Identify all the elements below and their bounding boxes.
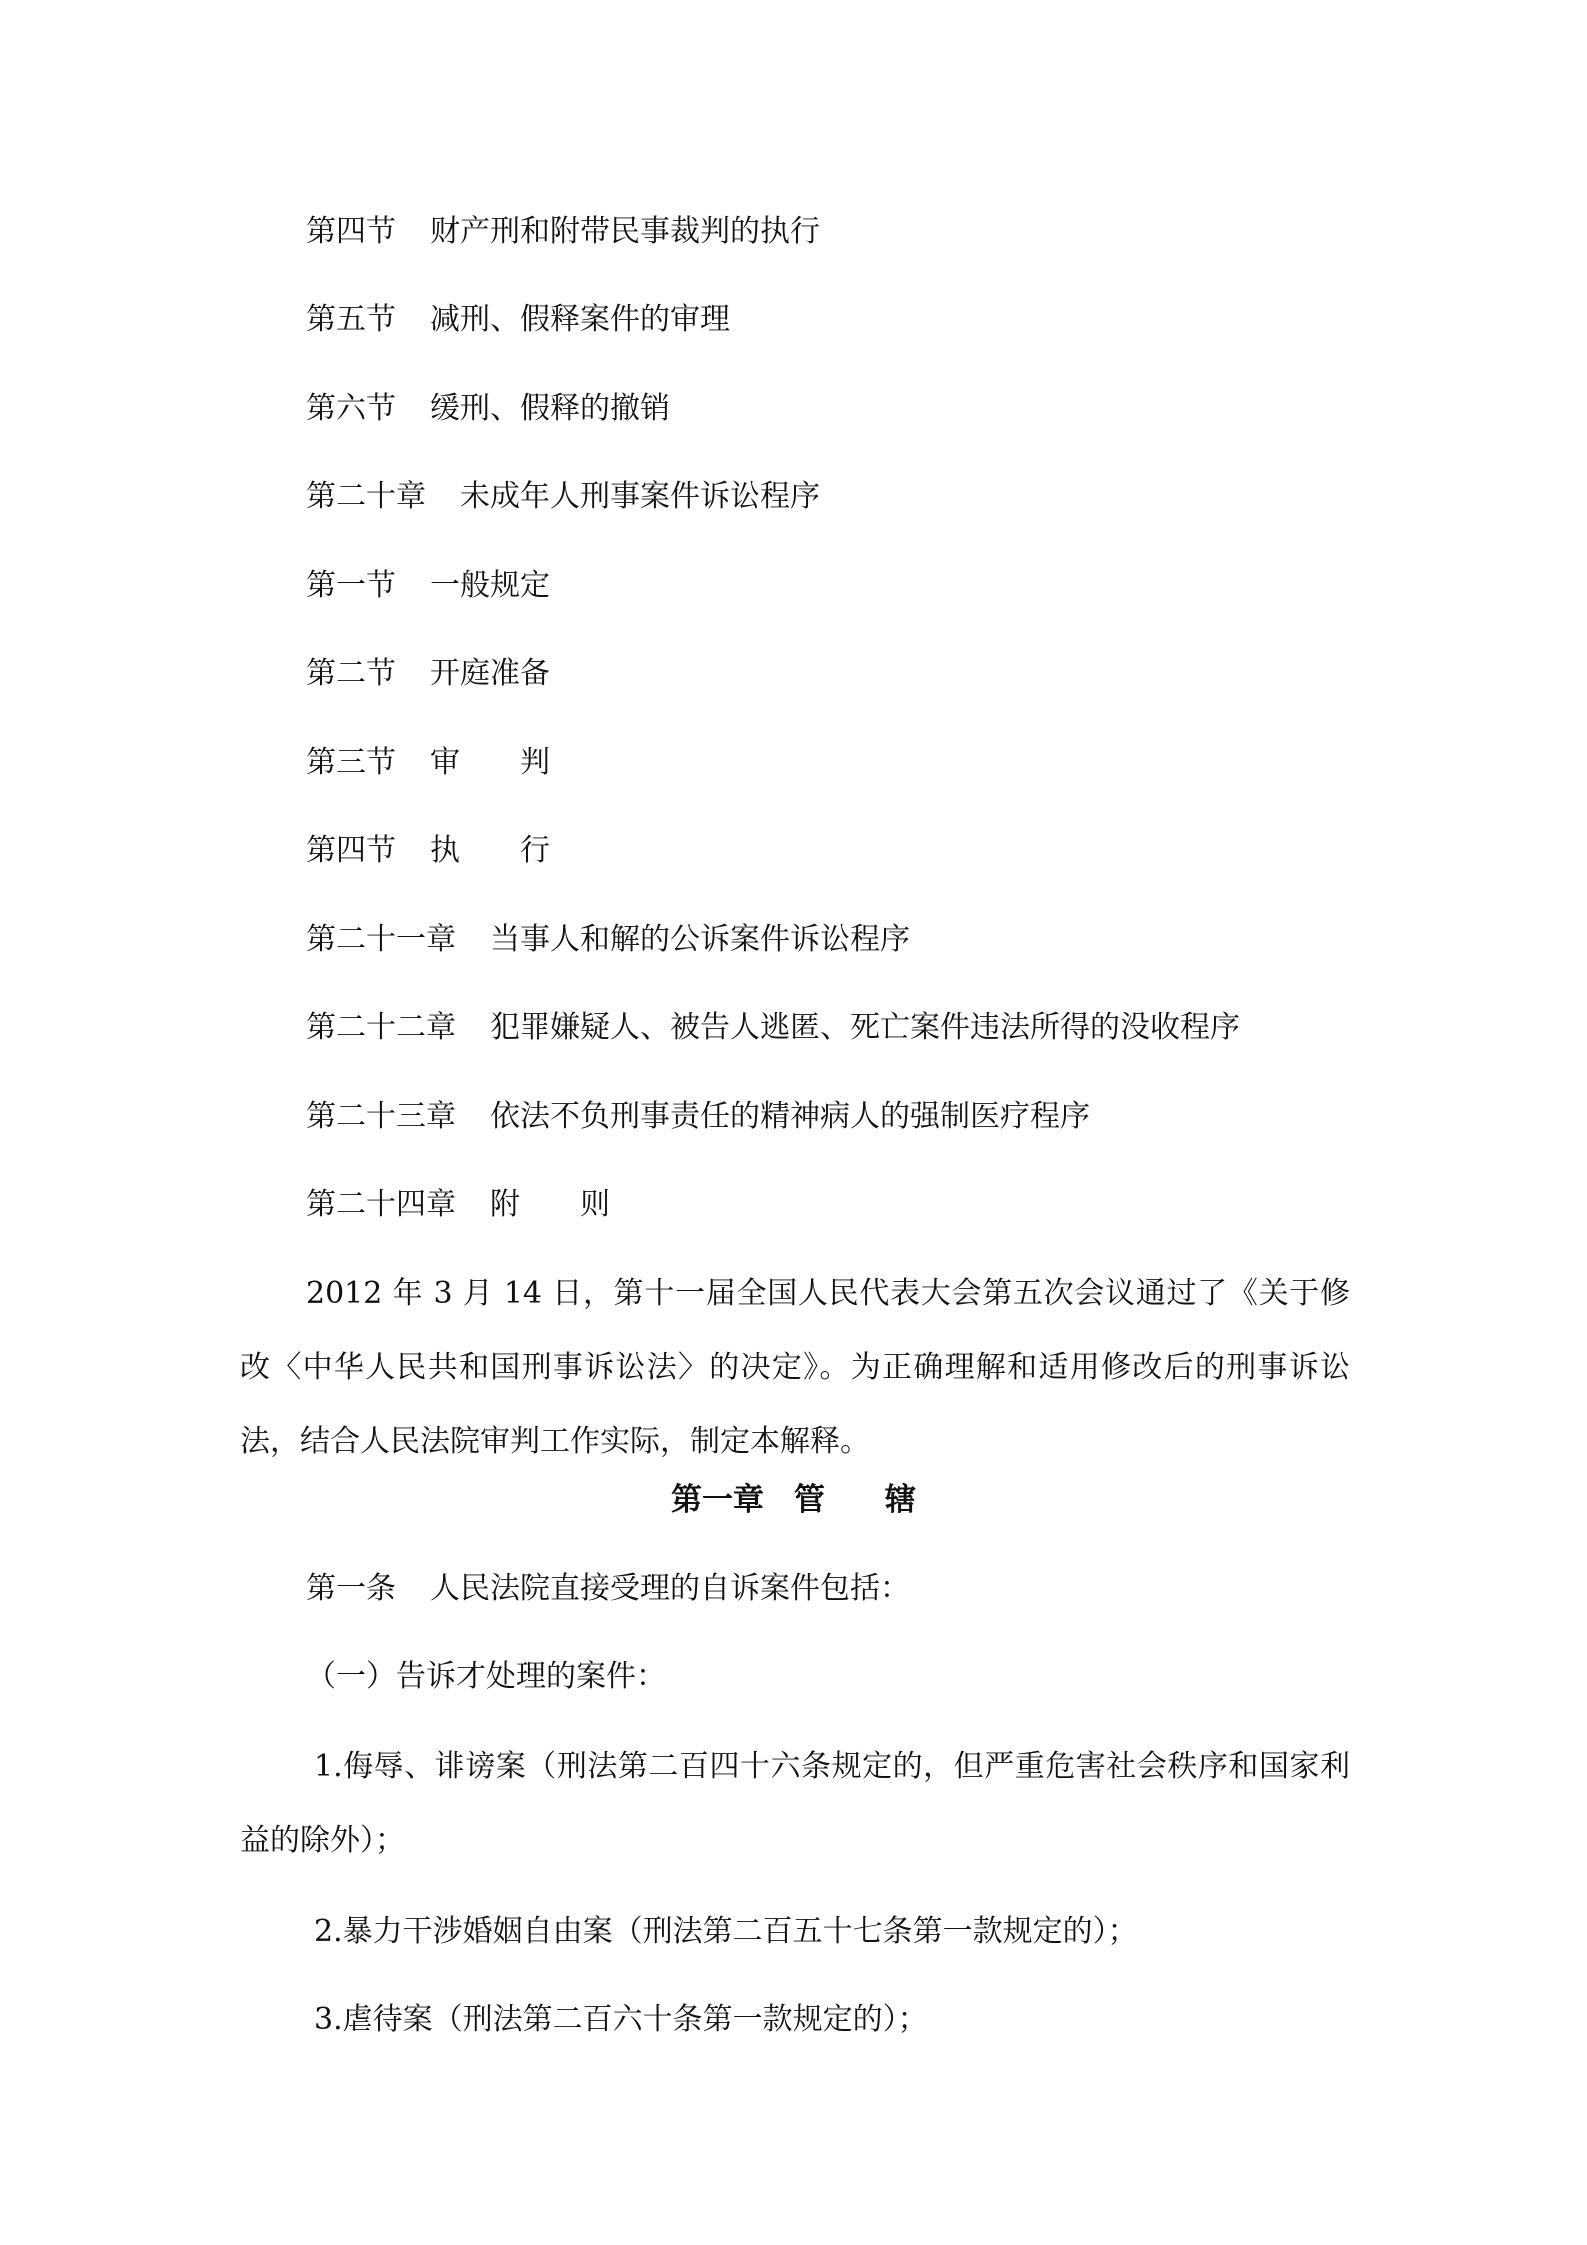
article-label: 第一条 xyxy=(306,1571,396,1606)
article-text: 人民法院直接受理的自诉案件包括： xyxy=(430,1571,910,1606)
toc-label: 第二十一章 xyxy=(306,922,456,957)
chapter-label: 第一章 xyxy=(671,1482,764,1518)
toc-label: 第二十章 xyxy=(306,479,426,514)
toc-line xyxy=(306,1187,610,1223)
article-line xyxy=(306,1571,910,1607)
toc-line xyxy=(306,391,670,427)
toc-title-part: 审 xyxy=(430,745,460,780)
chapter-title-part: 管 xyxy=(794,1482,825,1518)
toc-line xyxy=(306,568,550,604)
toc-label: 第二十四章 xyxy=(306,1187,456,1222)
toc-label: 第一节 xyxy=(306,568,396,603)
toc-line xyxy=(306,922,910,958)
toc-label: 第三节 xyxy=(306,745,396,780)
list-item: 1.侮辱、诽谤案（刑法第二百四十六条规定的，但严重危害社会秩序和国家利益的除外）； xyxy=(240,1749,1350,1858)
toc-line xyxy=(306,1099,1090,1135)
toc-line xyxy=(306,833,550,869)
preamble-paragraph: 2012 年 3 月 14 日，第十一届全国人民代表大会第五次会议通过了《关于修改〈中华人民共和国刑事诉讼法〉的决定》。为正确理解和适用修改后的刑事诉讼法，结合人民法院审判工作实际，制定本解释。 xyxy=(240,1276,1350,1459)
toc-label: 第四节 xyxy=(306,833,396,868)
list-item: 3.虐待案（刑法第二百六十条第一款规定的）； xyxy=(314,2002,928,2037)
toc-label: 第五节 xyxy=(306,302,396,337)
toc-line xyxy=(306,214,820,250)
toc-label: 第二节 xyxy=(306,656,396,691)
toc-label: 第二十二章 xyxy=(306,1010,456,1045)
toc-title-part: 则 xyxy=(580,1187,610,1222)
toc-title-part: 附 xyxy=(490,1187,520,1222)
toc-title: 当事人和解的公诉案件诉讼程序 xyxy=(490,922,910,957)
chapter-title-part: 辖 xyxy=(885,1482,916,1518)
toc-line xyxy=(306,479,820,515)
toc-title: 缓刑、假释的撤销 xyxy=(430,391,670,426)
toc-title: 犯罪嫌疑人、被告人逃匿、死亡案件违法所得的没收程序 xyxy=(490,1010,1240,1045)
toc-title: 依法不负刑事责任的精神病人的强制医疗程序 xyxy=(490,1099,1090,1134)
chapter-heading xyxy=(0,1482,1587,1518)
toc-title-part: 行 xyxy=(520,833,550,868)
toc-title: 减刑、假释案件的审理 xyxy=(430,302,730,337)
toc-title: 未成年人刑事案件诉讼程序 xyxy=(460,479,820,514)
toc-line xyxy=(306,745,550,781)
toc-title-part: 执 xyxy=(430,833,460,868)
toc-title: 财产刑和附带民事裁判的执行 xyxy=(430,214,820,249)
toc-title: 开庭准备 xyxy=(430,656,550,691)
toc-line xyxy=(306,302,730,338)
toc-line xyxy=(306,1010,1240,1046)
list-item: 2.暴力干涉婚姻自由案（刑法第二百五十七条第一款规定的）； xyxy=(314,1914,1138,1949)
toc-title: 一般规定 xyxy=(430,568,550,603)
toc-label: 第四节 xyxy=(306,214,396,249)
toc-label: 第二十三章 xyxy=(306,1099,456,1134)
toc-label: 第六节 xyxy=(306,391,396,426)
toc-title-part: 判 xyxy=(520,745,550,780)
toc-line xyxy=(306,656,550,692)
clause-line: （一）告诉才处理的案件： xyxy=(306,1659,666,1694)
